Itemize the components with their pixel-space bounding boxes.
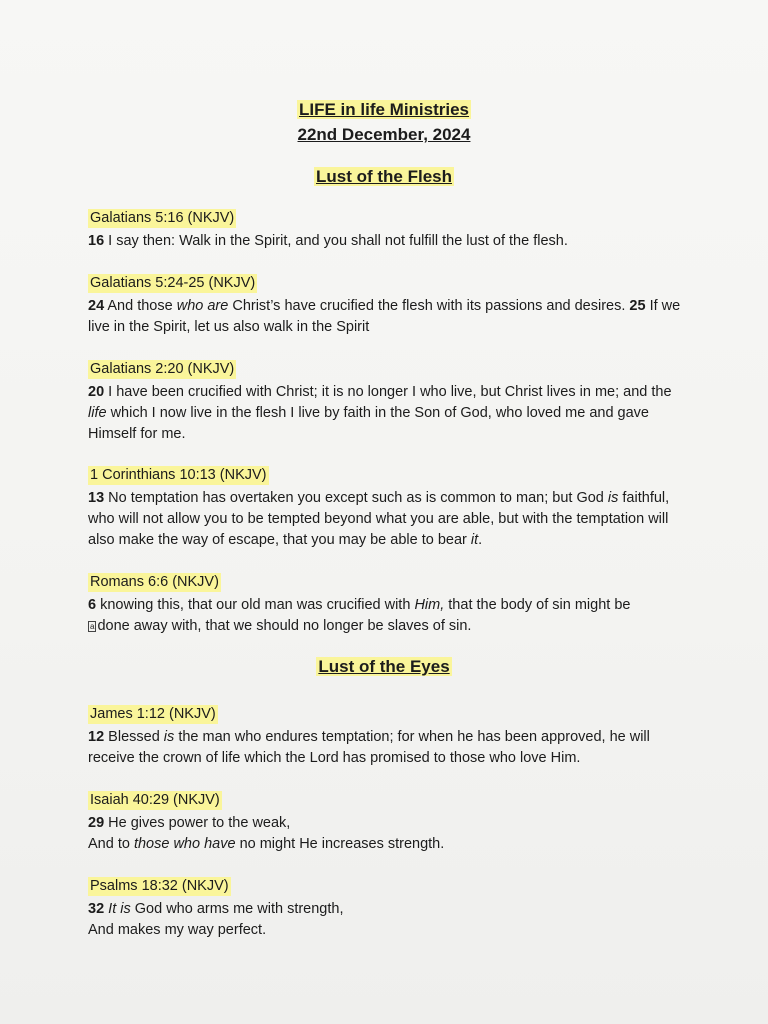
verse-text: 12 Blessed is the man who endures temptation; for when he has been approved, he will receive the crown of life which the Lord has promised to those who love Him. xyxy=(88,729,650,766)
verse-text: 32 It is God who arms me with strength, And makes my way perfect. xyxy=(88,901,344,938)
scripture-reference: Galatians 5:16 (NKJV) xyxy=(90,210,235,226)
verse-text: 6 knowing this, that our old man was crucified with Him, that the body of sin might be a done away with, that we should no longer be slaves of sin. xyxy=(88,597,631,634)
passage-1-corinthians-10-13 xyxy=(88,465,688,551)
passage-isaiah-40-29 xyxy=(88,790,688,855)
verse-text: 24 And those who are Christ’s have crucified the flesh with its passions and desires. 25 If we live in the Spirit, let us also walk in the Spirit xyxy=(88,298,681,335)
passage-galatians-5-16 xyxy=(88,208,688,252)
scripture-reference: Romans 6:6 (NKJV) xyxy=(90,574,219,590)
section-heading-flesh: Lust of the Flesh xyxy=(316,167,452,186)
scripture-reference: Galatians 5:24-25 (NKJV) xyxy=(90,275,256,291)
verse-text: 16 I say then: Walk in the Spirit, and you shall not fulfill the lust of the flesh. xyxy=(88,233,568,249)
verse-text: 13 No temptation has overtaken you except such as is common to man; but God is faithful, who will not allow you to be tempted beyond what you are able, but with the temptation will also make the way of escape, that you may be able to bear it. xyxy=(88,490,670,548)
scripture-reference: Galatians 2:20 (NKJV) xyxy=(90,361,235,377)
passage-psalms-18-32 xyxy=(88,876,688,941)
passage-james-1-12 xyxy=(88,704,688,769)
passage-galatians-2-20 xyxy=(88,359,688,445)
ministry-title: LIFE in life Ministries xyxy=(298,100,470,119)
footnote-marker: a xyxy=(90,622,95,631)
scripture-reference: Isaiah 40:29 (NKJV) xyxy=(90,792,220,808)
passage-romans-6-6 xyxy=(88,572,688,637)
section-heading-eyes: Lust of the Eyes xyxy=(318,657,450,676)
verse-text: 29 He gives power to the weak, And to those who have no might He increases strength. xyxy=(88,815,445,852)
sermon-date: 22nd December, 2024 xyxy=(297,125,471,144)
scripture-reference: James 1:12 (NKJV) xyxy=(90,706,216,722)
scripture-reference: Psalms 18:32 (NKJV) xyxy=(90,878,229,894)
scripture-reference: 1 Corinthians 10:13 (NKJV) xyxy=(90,467,267,483)
verse-text: 20 I have been crucified with Christ; it is no longer I who live, but Christ lives in me; and the life which I now live in the flesh I live by faith in the Son of God, who loved me and gave Himself for me. xyxy=(88,384,672,442)
passage-galatians-5-24-25 xyxy=(88,273,688,338)
